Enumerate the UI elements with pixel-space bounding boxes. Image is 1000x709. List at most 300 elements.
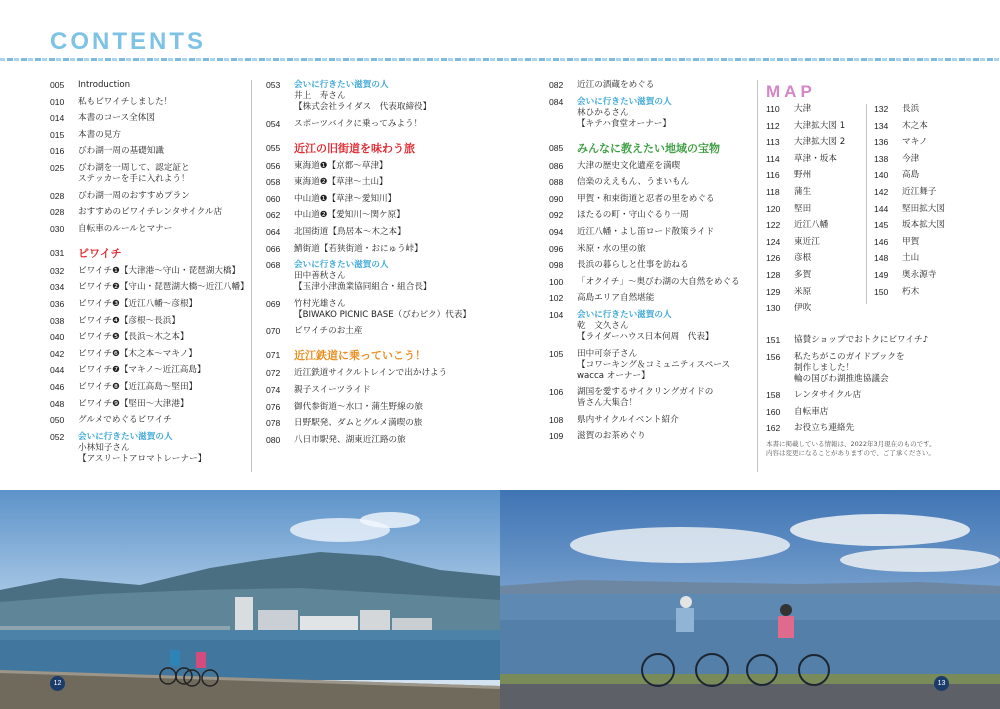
entry-title — [78, 191, 250, 202]
page-number: 128 — [766, 269, 781, 280]
entry-title — [577, 293, 754, 304]
entry-line: Introduction — [78, 80, 131, 90]
toc-entry[interactable] — [266, 244, 541, 255]
entry-line: 東海道❶【京都〜草津】 — [294, 160, 388, 171]
map-area-name: 堅田 — [794, 203, 812, 214]
entry-title — [78, 332, 250, 343]
toc-entry[interactable] — [266, 326, 541, 337]
entry-title — [577, 244, 754, 255]
page-number: 110 — [766, 104, 780, 114]
map-area-name: 奥永源寺 — [902, 269, 937, 280]
entry-line: 日野駅発、ダムとグルメ満喫の旅 — [294, 418, 423, 429]
entry-line: 【株式会社ライダス 代表取締役】 — [294, 102, 432, 112]
toc-entry[interactable] — [266, 227, 541, 238]
map-entry[interactable] — [874, 121, 994, 132]
entry-line: ビワイチ❷【守山・琵琶湖大橋〜近江八幡】 — [78, 282, 249, 293]
toc-entry[interactable] — [266, 402, 541, 413]
page-number: 114 — [766, 153, 780, 164]
page-number: 105 — [549, 348, 564, 359]
toc-entry[interactable] — [549, 244, 754, 255]
map-entry[interactable] — [766, 187, 866, 198]
page-number: 148 — [874, 253, 889, 264]
entry-title — [78, 299, 250, 310]
page-number: 054 — [266, 118, 281, 129]
map-entry[interactable] — [766, 121, 866, 132]
toc-entry[interactable] — [50, 349, 250, 360]
entry-line: ビワイチ❻【木之本〜マキノ】 — [78, 348, 197, 359]
entry-line: びわ湖一周のおすすめプラン — [78, 190, 190, 201]
toc-entry[interactable] — [549, 277, 754, 288]
toc-entry[interactable] — [50, 146, 250, 157]
page-number: 130 — [766, 303, 781, 314]
map-area-name: 大津拡大図 1 — [794, 120, 846, 131]
toc-entry[interactable] — [266, 260, 541, 293]
toc-entry[interactable] — [549, 194, 754, 205]
entry-title — [794, 390, 996, 401]
toc-entry[interactable] — [266, 210, 541, 221]
entry-line: ステッカーを手に入れよう！ — [78, 173, 190, 184]
toc-entry[interactable] — [549, 310, 754, 343]
page-number: 162 — [766, 423, 781, 434]
entry-line: 近江鉄道サイクルトレインで出かけよう — [294, 368, 448, 379]
toc-entry[interactable] — [50, 97, 250, 108]
page-number: 098 — [549, 260, 564, 271]
entry-line: ビワイチ❾【堅田〜大津港】 — [78, 398, 189, 409]
entry-line: 県内サイクルイベント紹介 — [577, 414, 679, 425]
entry-title — [78, 316, 250, 327]
page-number: 032 — [50, 265, 65, 276]
toc-entry[interactable] — [766, 390, 996, 401]
disclaimer-note — [766, 440, 996, 458]
toc-entry[interactable] — [266, 299, 541, 321]
page-number: 151 — [766, 335, 781, 345]
page-number: 060 — [266, 193, 281, 204]
toc-entry[interactable] — [50, 299, 250, 310]
page-number: 122 — [766, 220, 781, 231]
toc-entry[interactable] — [266, 161, 541, 172]
map-entry[interactable] — [766, 170, 866, 181]
page-number: 056 — [266, 160, 281, 171]
entry-title — [577, 194, 754, 205]
toc-entry[interactable] — [50, 382, 250, 393]
page-number: 145 — [874, 220, 889, 231]
page-number: 064 — [266, 226, 281, 237]
toc-column-3 — [549, 80, 754, 448]
entry-title — [78, 382, 250, 393]
entry-line: おすすめのビワイチレンタサイクル店 — [78, 207, 223, 218]
entry-line: ビワイチ❺【長浜〜木之本】 — [78, 332, 189, 343]
entry-title — [294, 210, 541, 221]
toc-entry[interactable] — [766, 352, 996, 385]
page-number: 066 — [266, 243, 281, 254]
map-entry[interactable] — [766, 137, 866, 148]
toc-entry[interactable] — [549, 260, 754, 271]
toc-entry[interactable] — [266, 435, 541, 446]
page-number: 109 — [549, 431, 564, 442]
map-list-right — [874, 104, 994, 303]
entry-title — [294, 435, 541, 446]
toc-entry[interactable] — [50, 282, 250, 293]
entry-title — [794, 335, 996, 346]
entry-line: 八日市駅発、湖東近江路の旅 — [294, 434, 406, 445]
section-title: 近江鉄道に乗っていこう！ — [294, 349, 426, 363]
page-number: 046 — [50, 381, 65, 392]
entry-line: ビワイチ❶【大津港〜守山・琵琶湖大橋】 — [78, 265, 241, 276]
toc-entry[interactable] — [50, 365, 250, 376]
toc-entry[interactable] — [266, 119, 541, 130]
map-entry[interactable] — [874, 104, 994, 115]
toc-entry[interactable] — [549, 431, 754, 442]
entry-title — [78, 266, 250, 277]
entry-title — [78, 146, 250, 157]
entry-line: 私たちがこのガイドブックを — [794, 351, 905, 362]
page-number: 124 — [766, 236, 781, 247]
page-number: 149 — [874, 269, 889, 280]
entry-line: 林ひかるさん — [577, 107, 629, 118]
entry-line: 協賛ショップでおトクにビワイチ♪ — [794, 335, 929, 345]
entry-line: 「オクイチ」〜奥びわ湖の大自然をめぐる — [577, 276, 740, 287]
page-number: 160 — [766, 406, 781, 417]
map-entry[interactable] — [874, 270, 994, 281]
map-divider — [866, 104, 867, 304]
page-number: 058 — [266, 177, 281, 188]
section-heading[interactable] — [549, 142, 754, 155]
toc-entry[interactable] — [50, 316, 250, 327]
map-extra-list — [766, 335, 996, 440]
entry-line: 私もビワイチしました！ — [78, 96, 173, 107]
map-title: MAP — [766, 82, 816, 101]
entry-title — [577, 210, 754, 221]
toc-entry[interactable] — [266, 418, 541, 429]
page-number: 016 — [50, 146, 65, 157]
entry-title — [577, 349, 754, 382]
entry-title — [294, 244, 541, 255]
toc-entry[interactable] — [549, 415, 754, 426]
page-number: 158 — [766, 390, 781, 401]
toc-entry[interactable] — [50, 80, 250, 91]
page-number-right: 13 — [934, 676, 949, 691]
entry-title — [294, 177, 541, 188]
toc-entry[interactable] — [766, 407, 996, 418]
entry-title — [78, 207, 250, 218]
section-title: みんなに教えたい地域の宝物 — [577, 141, 720, 155]
page-number: 080 — [266, 434, 281, 445]
note-line: 本書に掲載している情報は、2022年3月現在のものです。 — [766, 440, 936, 448]
entry-title — [577, 80, 754, 91]
toc-entry[interactable] — [266, 368, 541, 379]
entry-line: 近江八幡・よし笛ロード散策ライド — [577, 226, 715, 237]
page-number: 156 — [766, 351, 781, 362]
map-entry[interactable] — [766, 237, 866, 248]
map-area-name: 草津・坂本 — [794, 153, 837, 164]
toc-entry[interactable] — [266, 80, 541, 113]
entry-line: 近江の酒蔵をめぐる — [577, 80, 655, 90]
entry-title — [78, 399, 250, 410]
map-area-name: 大津拡大図 2 — [794, 137, 846, 148]
entry-title — [294, 161, 541, 172]
toc-entry[interactable] — [50, 415, 250, 426]
map-entry[interactable] — [874, 154, 994, 165]
entry-line: ビワイチ❸【近江八幡〜彦根】 — [78, 298, 198, 309]
map-entry[interactable] — [874, 237, 994, 248]
toc-entry[interactable] — [766, 335, 996, 346]
map-entry[interactable] — [874, 253, 994, 264]
page-number: 113 — [766, 137, 780, 148]
entry-title — [794, 407, 996, 418]
feature-label: 会いに行きたい滋賀の人 — [294, 80, 389, 90]
map-list-left — [766, 104, 866, 320]
map-area-name: 朽木 — [902, 286, 920, 297]
map-entry[interactable] — [874, 187, 994, 198]
toc-entry[interactable] — [50, 207, 250, 218]
entry-title — [294, 418, 541, 429]
entry-title — [577, 415, 754, 426]
toc-entry[interactable] — [549, 293, 754, 304]
map-area-name: 坂本拡大図 — [902, 220, 945, 231]
entry-title — [577, 310, 754, 343]
map-area-name: 高島 — [902, 170, 920, 181]
entry-title — [577, 97, 754, 130]
page-number: 071 — [266, 350, 281, 361]
entry-line: 中山道❶【草津〜愛知川】 — [294, 193, 397, 204]
map-entry[interactable] — [766, 287, 866, 298]
toc-entry[interactable] — [50, 332, 250, 343]
toc-entry[interactable] — [50, 163, 250, 185]
toc-column-2 — [266, 80, 541, 451]
entry-title — [294, 299, 541, 321]
toc-column-1 — [50, 80, 250, 470]
map-entry[interactable] — [874, 220, 994, 231]
toc-entry[interactable] — [549, 210, 754, 221]
entry-line: ビワイチ❼【マキノ〜近江高島】 — [78, 365, 206, 376]
map-area-name: 蒲生 — [794, 186, 812, 197]
page-number: 108 — [549, 414, 564, 425]
entry-line: ほたるの町・守山ぐるり一周 — [577, 210, 689, 221]
toc-entry[interactable] — [266, 177, 541, 188]
map-entry[interactable] — [874, 137, 994, 148]
page-number: 112 — [766, 120, 780, 131]
page-number: 088 — [549, 177, 564, 188]
feature-label: 会いに行きたい滋賀の人 — [294, 260, 389, 271]
entry-title — [294, 260, 541, 293]
entry-title — [294, 368, 541, 379]
map-entry[interactable] — [766, 154, 866, 165]
map-area-name: 多賀 — [794, 269, 812, 280]
page-number: 104 — [549, 309, 564, 320]
page-number: 092 — [549, 210, 564, 221]
page-number: 038 — [50, 315, 65, 326]
entry-title — [78, 365, 250, 376]
map-entry[interactable] — [874, 170, 994, 181]
section-title: ビワイチ — [78, 246, 122, 260]
entry-line: 【キテハ食堂オーナー】 — [577, 118, 672, 129]
entry-line: wacca オーナー】 — [577, 370, 650, 381]
entry-title — [294, 402, 541, 413]
section-heading[interactable] — [50, 247, 250, 260]
page-number: 084 — [549, 96, 564, 107]
map-entry[interactable] — [766, 220, 866, 231]
entry-title — [577, 277, 754, 288]
feature-label: 会いに行きたい滋賀の人 — [577, 96, 672, 107]
dashed-divider — [0, 58, 1000, 61]
page-number: 134 — [874, 120, 889, 131]
page-number: 100 — [549, 276, 564, 287]
entry-title — [78, 80, 250, 91]
page-number: 129 — [766, 286, 781, 297]
entry-line: 鯖街道【若狭街道・おにゅう峠】 — [294, 243, 423, 254]
entry-line: ビワイチ❹【彦根〜長浜】 — [78, 315, 180, 326]
toc-entry[interactable] — [266, 385, 541, 396]
page-number: 146 — [874, 236, 889, 247]
entry-title — [78, 130, 250, 141]
map-area-name: 彦根 — [794, 253, 812, 264]
toc-entry[interactable] — [50, 130, 250, 141]
note-line: 内容は変更になることがありますので、ご了承ください。 — [766, 449, 935, 457]
toc-entry[interactable] — [50, 266, 250, 277]
toc-entry[interactable] — [549, 177, 754, 188]
page-number: 126 — [766, 253, 781, 264]
entry-line: 竹村光雄さん — [294, 298, 346, 309]
contents-title: CONTENTS — [50, 28, 206, 55]
entry-line: 信楽のええもん、うまいもん — [577, 177, 690, 188]
entry-line: ビワイチのお土産 — [294, 326, 363, 337]
toc-entry[interactable] — [766, 423, 996, 434]
entry-line: 長浜の暮らしと仕事を訪ねる — [577, 260, 689, 271]
entry-line: 制作しました！ — [794, 362, 855, 373]
entry-line: 田中可奈子さん — [577, 348, 638, 359]
entry-line: 甲賀・和束街道と忍者の里をめぐる — [577, 193, 715, 204]
page-number: 048 — [50, 398, 65, 409]
page-number: 076 — [266, 401, 281, 412]
page-number: 070 — [266, 326, 281, 337]
entry-title — [78, 224, 250, 235]
entry-title — [577, 260, 754, 271]
map-entry[interactable] — [766, 204, 866, 215]
entry-line: 【アスリートアロマトレーナー】 — [78, 453, 207, 464]
toc-entry[interactable] — [549, 387, 754, 409]
entry-title — [577, 431, 754, 442]
page-number: 132 — [874, 104, 889, 114]
entry-line: 自転車のルールとマナー — [78, 223, 173, 234]
page-number: 136 — [874, 137, 889, 148]
map-entry[interactable] — [874, 287, 994, 298]
toc-entry[interactable] — [50, 191, 250, 202]
section-heading[interactable] — [266, 142, 541, 155]
map-entry[interactable] — [766, 303, 866, 314]
page-number: 116 — [766, 170, 780, 181]
page-number: 031 — [50, 247, 65, 258]
page-number: 068 — [266, 260, 281, 271]
page-number: 055 — [266, 142, 281, 153]
toc-entry[interactable] — [50, 399, 250, 410]
entry-line: 本書のコース全体図 — [78, 113, 155, 124]
page-number: 005 — [50, 80, 65, 90]
entry-line: 滋賀のお茶めぐり — [577, 431, 646, 442]
entry-title — [794, 352, 996, 385]
page-number: 069 — [266, 298, 281, 309]
map-area-name: 近江八幡 — [794, 220, 829, 231]
page-number: 082 — [549, 80, 564, 90]
map-entry[interactable] — [766, 253, 866, 264]
toc-entry[interactable] — [549, 161, 754, 172]
page-number: 120 — [766, 203, 781, 214]
page-number: 014 — [50, 113, 65, 124]
toc-entry[interactable] — [50, 432, 250, 465]
page-number: 085 — [549, 142, 564, 153]
entry-line: 【玉津小津漁業協同組合・組合長】 — [294, 282, 432, 293]
toc-entry[interactable] — [549, 227, 754, 238]
entry-title — [294, 385, 541, 396]
page-number: 010 — [50, 96, 65, 107]
entry-line: 本書の見方 — [78, 129, 121, 140]
entry-line: 東海道❷【草津〜土山】 — [294, 177, 388, 188]
feature-label: 会いに行きたい滋賀の人 — [78, 431, 173, 442]
page-number: 140 — [874, 170, 889, 181]
map-area-name: 長浜 — [902, 104, 920, 114]
entry-title — [294, 326, 541, 337]
page-number: 053 — [266, 80, 281, 90]
page-number: 042 — [50, 348, 65, 359]
map-entry[interactable] — [766, 270, 866, 281]
toc-entry[interactable] — [266, 194, 541, 205]
toc-entry[interactable] — [549, 80, 754, 91]
section-heading[interactable] — [266, 349, 541, 362]
map-area-name: 大津 — [794, 104, 812, 114]
page-number-left: 12 — [50, 676, 65, 691]
entry-line: 高島エリア自然堪能 — [577, 293, 655, 304]
entry-line: ビワイチ❽【近江高島〜堅田】 — [78, 381, 198, 392]
toc-entry[interactable] — [50, 224, 250, 235]
entry-title — [78, 282, 250, 293]
map-area-name: 伊吹 — [794, 303, 812, 314]
map-entry[interactable] — [766, 104, 866, 115]
page-number: 028 — [50, 190, 65, 201]
map-area-name: 堅田拡大図 — [902, 203, 945, 214]
entry-line: 御代参街道〜水口・蒲生野線の旅 — [294, 401, 423, 412]
entry-line: レンタサイクル店 — [794, 390, 862, 401]
map-entry[interactable] — [874, 204, 994, 215]
toc-entry[interactable] — [549, 97, 754, 130]
toc-entry[interactable] — [549, 349, 754, 382]
entry-title — [294, 119, 541, 130]
entry-line: 皆さん大集合！ — [577, 398, 638, 409]
map-area-name: 近江舞子 — [902, 186, 937, 197]
photo-lakeside-city — [0, 490, 500, 709]
page-number: 044 — [50, 365, 65, 376]
map-area-name: マキノ — [902, 137, 928, 148]
map-area-name: 今津 — [902, 153, 920, 164]
entry-title — [294, 227, 541, 238]
page-number: 052 — [50, 431, 65, 442]
page-number: 138 — [874, 153, 889, 164]
entry-line: 【コワーキング＆コミュニティスペース — [577, 359, 731, 370]
entry-line: グルメでめぐるビワイチ — [78, 415, 172, 426]
page-number: 144 — [874, 203, 889, 214]
page-number: 030 — [50, 223, 65, 234]
column-divider — [757, 80, 758, 472]
entry-title — [577, 161, 754, 172]
toc-entry[interactable] — [50, 113, 250, 124]
map-area-name: 米原 — [794, 286, 812, 297]
entry-line: びわ湖を一周して、認定証と — [78, 162, 190, 173]
page-number: 034 — [50, 282, 65, 293]
entry-title — [78, 349, 250, 360]
feature-label: 会いに行きたい滋賀の人 — [577, 309, 672, 320]
entry-title — [577, 227, 754, 238]
entry-title — [78, 415, 250, 426]
map-area-name: 土山 — [902, 253, 920, 264]
entry-title — [794, 423, 996, 434]
